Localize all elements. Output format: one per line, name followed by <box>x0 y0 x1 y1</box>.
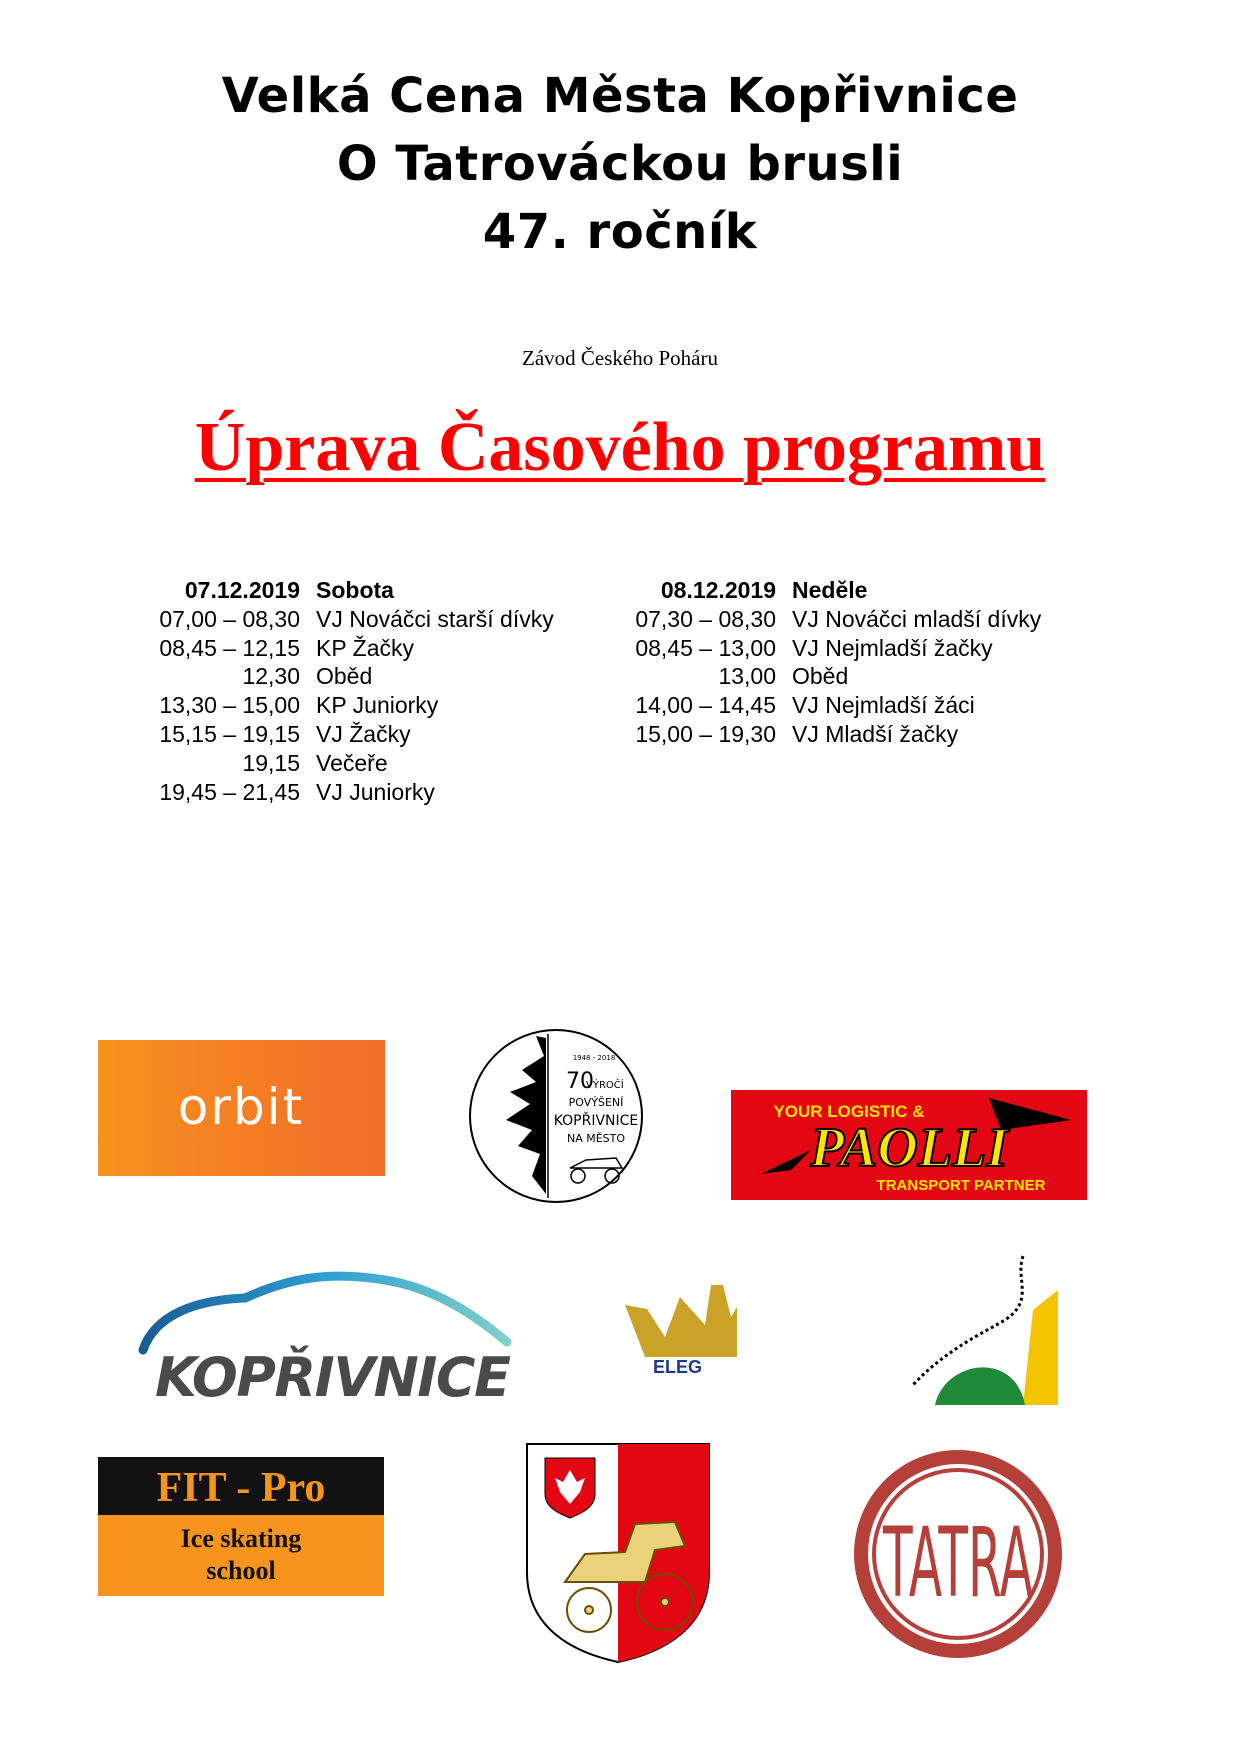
schedule-event: Oběd <box>316 663 373 690</box>
paolli-logo <box>731 1090 1087 1200</box>
seal-line1: VÝROČÍ <box>586 1080 624 1091</box>
tatra-logo-art <box>850 1446 1066 1662</box>
schedule-time: 12,30 <box>242 663 300 690</box>
schedule-time: 19,45 – 21,45 <box>159 778 300 805</box>
schedule-event: KP Žačky <box>316 634 414 661</box>
fitpro-line1: Ice skating <box>180 1524 302 1553</box>
elegance-text: ELEG <box>653 1357 703 1377</box>
schedule-row <box>130 634 554 663</box>
landmark-logo-art <box>905 1250 1058 1405</box>
schedule-time: 08,45 – 12,15 <box>159 634 300 661</box>
schedule-event: VJ Nejmladší žáci <box>792 692 975 719</box>
schedule-time: 15,00 – 19,30 <box>635 720 776 747</box>
seal-years: 1948 - 2018 <box>572 1054 616 1062</box>
schedule-event: VJ Juniorky <box>316 778 435 805</box>
schedule-date: 08.12.2019 <box>660 577 776 603</box>
event-subtitle: O Tatrováckou brusli <box>336 136 904 192</box>
schedule-row <box>130 720 554 749</box>
schedule-event: Oběd <box>792 663 849 690</box>
coat-of-arms <box>525 1442 711 1664</box>
schedule-row <box>130 662 554 691</box>
schedule-row <box>606 720 1041 749</box>
schedule-event: Večeře <box>316 749 388 776</box>
orbit-logo-art <box>98 1040 385 1176</box>
paolli-name: PAOLLI <box>809 1117 1009 1179</box>
koprivnice-logo-art <box>135 1270 521 1409</box>
fitpro-logo <box>98 1457 384 1596</box>
elegance-logo <box>625 1277 737 1377</box>
seal-line2: POVÝŠENÍ <box>568 1096 624 1109</box>
schedule-weekday: Sobota <box>316 577 394 603</box>
elegance-logo-art <box>625 1277 737 1377</box>
orbit-logo <box>98 1040 385 1176</box>
landmark-logo <box>905 1250 1058 1405</box>
paolli-logo-art <box>731 1090 1087 1200</box>
schedule-row <box>130 691 554 720</box>
schedule-row <box>606 605 1041 634</box>
schedule-weekday: Neděle <box>792 577 868 603</box>
schedule-date: 07.12.2019 <box>184 577 300 603</box>
tatra-logo <box>850 1446 1066 1662</box>
schedule-time: 15,15 – 19,15 <box>159 720 300 747</box>
schedule-event: VJ Žačky <box>316 720 411 747</box>
paolli-top-text: YOUR LOGISTIC & <box>773 1102 925 1121</box>
orbit-logo-text: orbit <box>177 1078 305 1136</box>
schedule-change-headline <box>0 408 1240 488</box>
event-title: Velká Cena Města Kopřivnice <box>221 68 1019 124</box>
schedule-row <box>130 778 554 807</box>
coat-of-arms-art <box>525 1442 711 1664</box>
schedule-time: 07,00 – 08,30 <box>159 605 300 632</box>
seal-line4: NA MĚSTO <box>566 1132 626 1145</box>
event-edition: 47. ročník <box>482 204 758 260</box>
schedule-row <box>130 749 554 778</box>
schedule-row <box>130 605 554 634</box>
schedule-event: VJ Mladší žačky <box>792 720 959 747</box>
koprivnice-logo <box>135 1270 521 1409</box>
schedule-time: 19,15 <box>242 749 300 776</box>
schedule-event: VJ Nováčci mladší dívky <box>792 605 1042 632</box>
fitpro-logo-art <box>98 1457 384 1596</box>
schedule-sunday <box>606 576 1041 749</box>
schedule-event: KP Juniorky <box>316 692 439 719</box>
schedule-time: 13,00 <box>718 663 776 690</box>
schedule-day-header <box>606 576 1041 605</box>
paolli-bottom-text: TRANSPORT PARTNER <box>876 1177 1046 1194</box>
headline-text: Úprava Časového programu <box>194 409 1046 486</box>
schedule-event: VJ Nejmladší žačky <box>792 634 993 661</box>
anniversary-seal <box>466 1026 646 1206</box>
schedule-time: 07,30 – 08,30 <box>635 605 776 632</box>
schedule-saturday <box>130 576 554 806</box>
fitpro-name: FIT - Pro <box>156 1465 326 1511</box>
seal-number: 70 <box>566 1069 594 1094</box>
anniversary-seal-art <box>466 1026 646 1206</box>
competition-series: Závod Českého Poháru <box>522 346 718 370</box>
koprivnice-text: KOPŘIVNICE <box>155 1346 511 1409</box>
schedule-row <box>606 691 1041 720</box>
schedule-time: 13,30 – 15,00 <box>159 692 300 719</box>
schedule-day-header <box>130 576 554 605</box>
schedule-event: VJ Nováčci starší dívky <box>316 605 554 632</box>
title-block <box>0 62 1240 266</box>
schedule-time: 08,45 – 13,00 <box>635 634 776 661</box>
schedule-time: 14,00 – 14,45 <box>635 692 776 719</box>
schedule-row <box>606 662 1041 691</box>
tatra-text: TATRA <box>882 1507 1033 1619</box>
fitpro-line2: school <box>206 1556 276 1585</box>
seal-line3: KOPŘIVNICE <box>553 1113 639 1129</box>
schedule-row <box>606 634 1041 663</box>
